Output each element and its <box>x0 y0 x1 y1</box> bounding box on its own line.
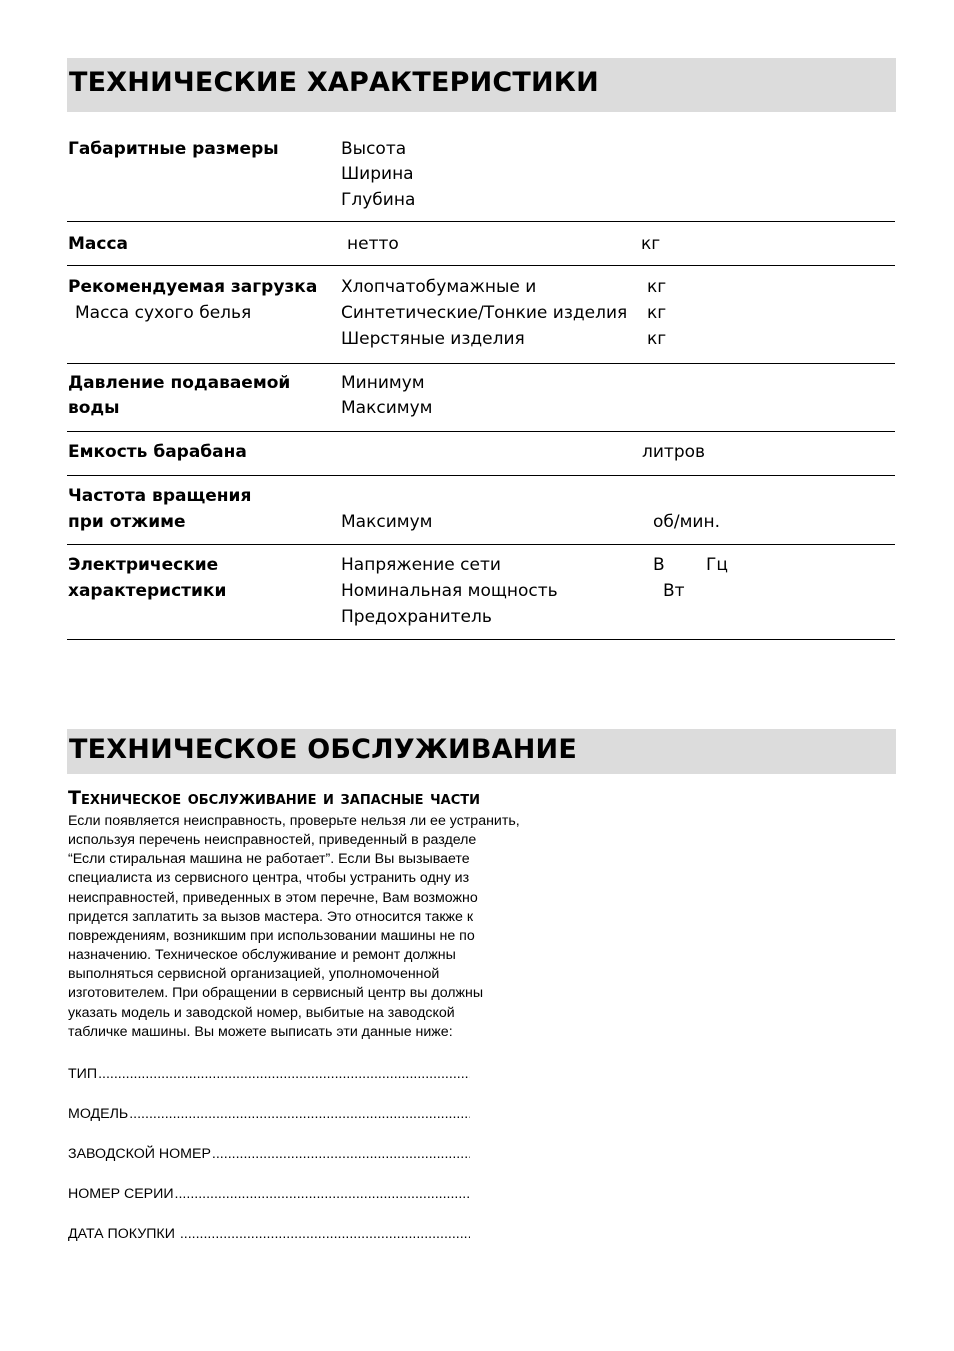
section-title-maintenance: ТЕХНИЧЕСКОЕ ОБСЛУЖИВАНИЕ <box>69 734 577 765</box>
section-header-specs <box>67 58 896 112</box>
row-divider <box>67 475 895 476</box>
label-electric-line1: Электрические <box>68 555 219 575</box>
field-series-number-label: НОМЕР СЕРИИ <box>68 1186 174 1202</box>
unit-liters: литров <box>642 442 706 462</box>
paragraph-line: табличке машины. Вы можете выписать эти данные ниже: <box>68 1023 453 1040</box>
label-spin-line2: при отжиме <box>68 512 186 532</box>
label-pressure-line2: воды <box>68 398 120 418</box>
dotted-line <box>98 1066 470 1082</box>
paragraph-line: используя перечень неисправностей, приведенный в разделе <box>68 832 477 849</box>
label-drum: Емкость барабана <box>68 442 247 462</box>
label-dimensions: Габаритные размеры <box>68 139 279 159</box>
maintenance-paragraph <box>68 812 520 1042</box>
field-model-label: МОДЕЛЬ <box>68 1106 129 1122</box>
unit-watt: Вт <box>663 581 685 601</box>
field-type-label: ТИП <box>68 1066 98 1082</box>
unit-mass: кг <box>641 234 661 254</box>
item-cotton: Хлопчатобумажные и <box>341 277 537 297</box>
field-type[interactable] <box>68 1064 470 1082</box>
label-electric-line2: характеристики <box>68 581 227 601</box>
item-depth: Глубина <box>341 190 416 210</box>
section-header-maintenance <box>67 729 896 774</box>
paragraph-line: неисправностей, приведенных в этом перечне, Вам возможно <box>68 889 478 906</box>
row-divider <box>67 265 895 266</box>
dotted-line <box>175 1186 470 1202</box>
section-title-specs: ТЕХНИЧЕСКИЕ ХАРАКТЕРИСТИКИ <box>69 67 599 98</box>
field-series-number[interactable] <box>68 1184 470 1202</box>
item-fuse: Предохранитель <box>341 607 492 627</box>
paragraph-line: изготовителем. При обращении в сервисный центр вы должны <box>68 985 484 1002</box>
label-load: Рекомендуемая загрузка <box>68 277 318 297</box>
item-voltage: Напряжение сети <box>341 555 501 575</box>
item-spin-max: Максимум <box>341 512 433 532</box>
dotted-line <box>212 1146 470 1162</box>
dotted-line <box>129 1106 470 1122</box>
item-net: нетто <box>347 234 399 254</box>
unit-hz: Гц <box>706 555 728 575</box>
row-divider <box>67 431 895 432</box>
field-serial-number[interactable] <box>68 1144 470 1162</box>
unit-cotton: кг <box>647 277 667 297</box>
item-synthetic: Синтетические/Тонкие изделия <box>341 303 628 323</box>
item-height: Высота <box>341 139 407 159</box>
paragraph-line: указать модель и заводской номер, выбитые на заводской <box>68 1004 455 1021</box>
dotted-line <box>180 1226 470 1242</box>
row-divider <box>67 639 895 640</box>
label-mass: Масса <box>68 234 129 254</box>
paragraph-line: “Если стиральная машина не работает”. Если Вы вызываете <box>68 851 470 868</box>
unit-rpm: об/мин. <box>653 512 721 532</box>
unit-synthetic: кг <box>647 303 667 323</box>
field-serial-number-label: ЗАВОДСКОЙ НОМЕР <box>68 1146 211 1162</box>
sublabel-dry-mass: Масса сухого белья <box>75 303 252 323</box>
paragraph-line: назначению. Техническое обслуживание и ремонт должны <box>68 947 456 964</box>
paragraph-line: повреждениям, возникшим при использовании машины не по <box>68 927 475 944</box>
item-min: Минимум <box>341 373 425 393</box>
row-divider <box>67 544 895 545</box>
unit-wool: кг <box>647 329 667 349</box>
item-wool: Шерстяные изделия <box>341 329 525 349</box>
subsection-title: Техническое обслуживание и запасные части <box>68 787 481 809</box>
paragraph-line: выполняться сервисной организацией, уполномоченной <box>68 966 440 983</box>
item-width: Ширина <box>341 164 414 184</box>
paragraph-line: специалиста из сервисного центра, чтобы устранить одну из <box>68 870 470 887</box>
field-purchase-date[interactable] <box>68 1224 470 1242</box>
label-pressure-line1: Давление подаваемой <box>68 373 291 393</box>
item-max: Максимум <box>341 398 433 418</box>
paragraph-line: придется заплатить за вызов мастера. Это относится также к <box>68 908 474 925</box>
row-divider <box>67 363 895 364</box>
label-spin-line1: Частота вращения <box>68 486 252 506</box>
field-model[interactable] <box>68 1104 470 1122</box>
unit-volt: В <box>653 555 665 575</box>
item-power: Номинальная мощность <box>341 581 558 601</box>
paragraph-line: Если появляется неисправность, проверьте нельзя ли ее устранить, <box>68 813 520 829</box>
row-divider <box>67 221 895 222</box>
field-purchase-date-label: ДАТА ПОКУПКИ <box>68 1226 179 1242</box>
